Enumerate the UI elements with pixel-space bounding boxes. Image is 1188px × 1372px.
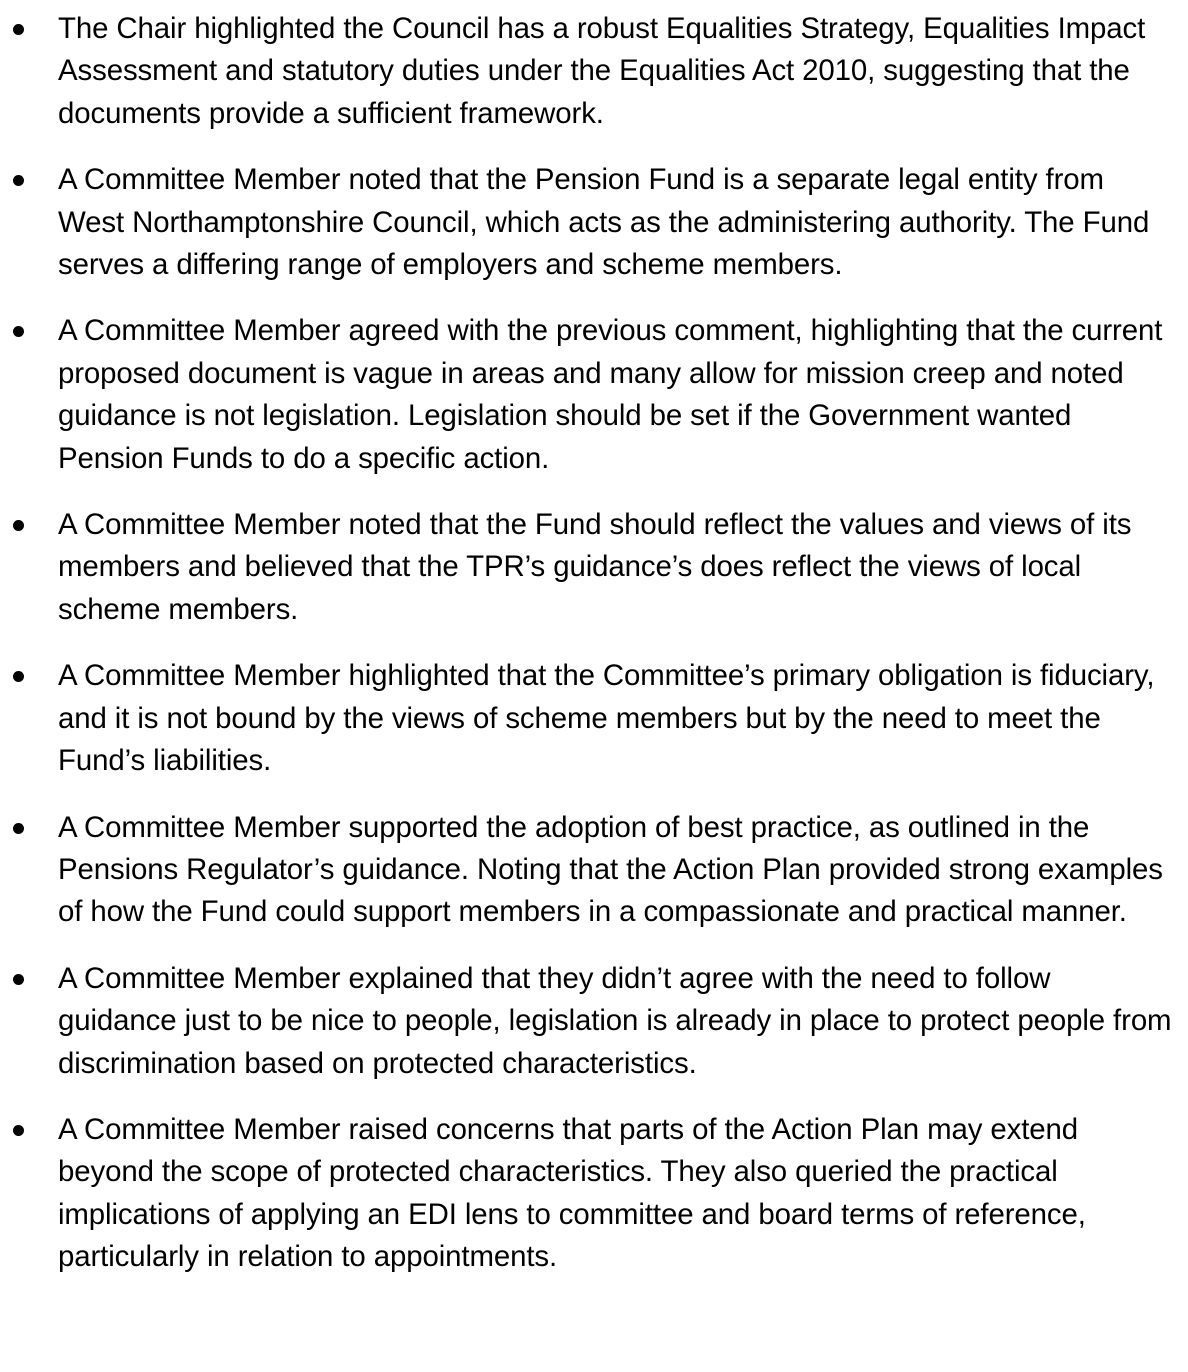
bullet-icon xyxy=(13,326,24,337)
list-item-text: A Committee Member highlighted that the Committee’s primary obligation is fiduciary, and it is not bound by the views of scheme members but by the need to meet the Fund’s liabilities. xyxy=(58,659,1155,778)
bullet-icon xyxy=(13,1125,24,1136)
bullet-icon xyxy=(13,24,24,35)
list-item-text: A Committee Member noted that the Fund should reflect the values and views of its members and believed that the TPR’s guidance’s does reflect the views of local scheme members. xyxy=(58,508,1132,626)
bullet-icon xyxy=(13,823,24,834)
list-item xyxy=(0,8,1188,135)
list-item-text: A Committee Member explained that they didn’t agree with the need to follow guidance just to be nice to people, legislation is already in place to protect people from discrimination based on protected characteristics. xyxy=(58,961,1172,1080)
list-item xyxy=(0,1109,1188,1279)
bullet-icon xyxy=(13,175,24,186)
bullet-icon xyxy=(13,974,24,985)
list-item xyxy=(0,504,1188,631)
list-item-text: A Committee Member agreed with the previous comment, highlighting that the current proposed document is vague in areas and many allow for mission creep and noted guidance is not legislation. Legislation should be set if the Government wanted Pension Funds to do a specific action. xyxy=(58,314,1163,475)
bullet-icon xyxy=(13,671,24,682)
list-item-text: A Committee Member raised concerns that parts of the Action Plan may extend beyond the scope of protected characteristics. They also queried the practical implications of applying an EDI lens to committee and board terms of reference, particularly in relation to appointments. xyxy=(58,1112,1086,1274)
list-item-text: A Committee Member supported the adoption of best practice, as outlined in the Pensions Regulator’s guidance. Noting that the Action Plan provided strong examples of how the Fund could support members in a compassionate and practical manner. xyxy=(58,810,1163,929)
list-item-text: The Chair highlighted the Council has a robust Equalities Strategy, Equalities Impact Assessment and statutory duties under the Equalities Act 2010, suggesting that the documents provide a sufficient framework. xyxy=(58,12,1146,130)
list-item-text: A Committee Member noted that the Pension Fund is a separate legal entity from West Northamptonshire Council, which acts as the administering authority. The Fund serves a differing range of employers and scheme members. xyxy=(58,163,1150,282)
list-item xyxy=(0,310,1188,480)
list-item xyxy=(0,655,1188,782)
bullet-icon xyxy=(13,520,24,531)
bullet-list xyxy=(0,8,1188,1279)
list-item xyxy=(0,807,1188,934)
list-item xyxy=(0,958,1188,1085)
list-item xyxy=(0,159,1188,286)
